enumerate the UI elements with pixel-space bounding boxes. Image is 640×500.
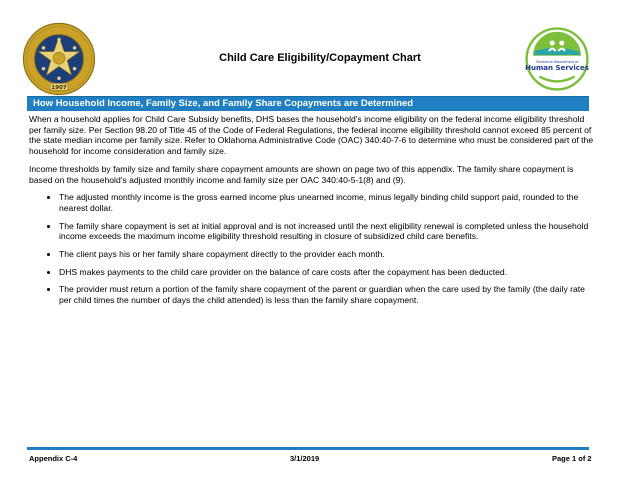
section-heading: How Household Income, Family Size, and Family Share Copayments are Determined — [33, 98, 414, 109]
logo-small-text: Oklahoma Department of — [535, 60, 579, 64]
logo-main-text: Human Services — [525, 63, 589, 73]
footer-appendix: Appendix C-4 — [29, 454, 78, 463]
state-seal-logo — [22, 22, 96, 96]
footer-date: 3/1/2019 — [290, 454, 320, 463]
paragraph-thresholds: Income thresholds by family size and family share copayment amounts are shown on page two of this appendix. The family share copayment is based on the household's adjusted monthly income and family size per OAC 340:40-5-1(8) and (9). — [29, 163, 574, 185]
body-content — [29, 114, 594, 313]
list-item: • The family share copayment is set at initial approval and is not increased until the next eligibility renewal is completed unless the household income exceeds the maximum income eligibility threshold resulting in closure of subsidized child care benefits. — [59, 221, 594, 242]
document-title: Child Care Eligibility/Copayment Chart — [219, 52, 421, 64]
footer-divider — [27, 447, 589, 450]
list-item: • DHS makes payments to the child care provider on the balance of care costs after the copayment has been deducted. — [59, 267, 594, 278]
human-services-logo — [517, 27, 597, 91]
paragraph-intro: When a household applies for Child Care Subsidy benefits, DHS bases the household's income eligibility on the federal income eligibility threshold per family size. Per Section 98.20 of Title 45 of the Code of Federal Regulations, the federal income eligibility threshold cannot exceed 85 percent of the state median income per family size. Refer to Oklahoma Administrative Code (OAC) 340:40-7-6 to determine who must be considered part of the household for income consideration and family size. — [29, 114, 594, 157]
section-heading-bar — [27, 96, 589, 111]
list-item: • The client pays his or her family share copayment directly to the provider each month. — [59, 249, 594, 260]
list-item: • The adjusted monthly income is the gross earned income plus unearned income, minus legally binding child support paid, rounded to the nearest dollar. — [59, 192, 594, 213]
seal-year: 1907 — [51, 84, 67, 91]
list-item: • The provider must return a portion of the family share copayment of the parent or guardian when the care used by the family (the daily rate per child times the number of days the child attended) is less than the family share copayment. — [59, 284, 594, 305]
bullet-list — [29, 192, 594, 306]
footer-page-number: Page 1 of 2 — [552, 454, 592, 463]
